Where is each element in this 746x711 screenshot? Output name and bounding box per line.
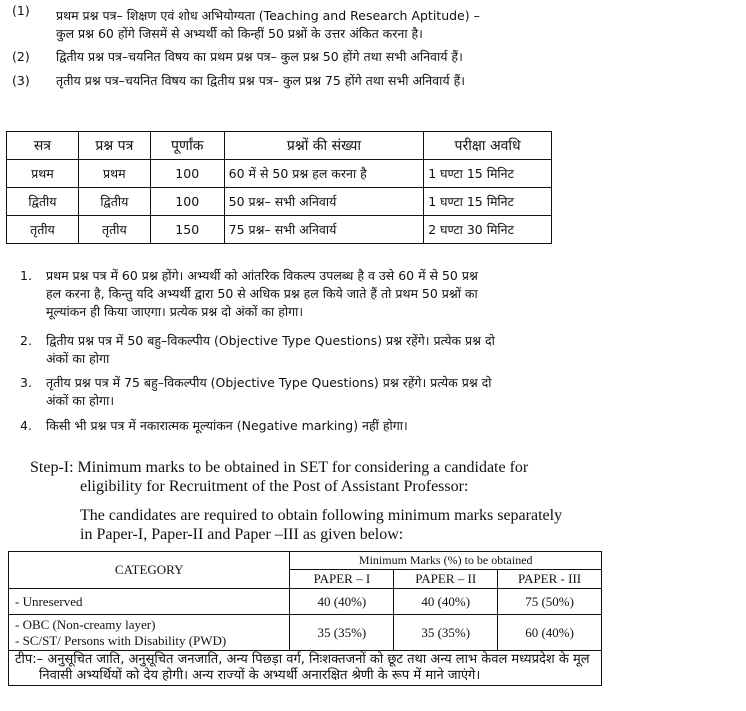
group-header: Minimum Marks (%) to be obtained <box>290 552 602 570</box>
list-number: 1. <box>20 268 32 283</box>
table-cell: 60 में से 50 प्रश्न हल करना है <box>224 160 424 188</box>
column-header: पूर्णांक <box>150 132 224 160</box>
list-text: मूल्यांकन ही किया जाएगा। प्रत्येक प्रश्न दो अंकों का होगा। <box>46 304 304 319</box>
column-header: PAPER – II <box>394 570 498 589</box>
exam-schedule-table <box>6 131 552 244</box>
table-cell: तृतीय <box>78 216 150 244</box>
list-number: (3) <box>12 73 30 88</box>
category-header: CATEGORY <box>9 552 290 589</box>
table-cell: 1 घण्टा 15 मिनिट <box>424 188 552 216</box>
column-header: परीक्षा अवधि <box>424 132 552 160</box>
table-header-row <box>9 552 602 570</box>
table-header-row <box>7 132 552 160</box>
list-text: अंकों का होगा। <box>46 393 115 408</box>
table-cell: द्वितीय <box>7 188 79 216</box>
column-header: प्रश्नों की संख्या <box>224 132 424 160</box>
list-text: द्वितीय प्रश्न पत्र में 50 बहु–विकल्पीय (Objective Type Questions) प्रश्न रहेंगे। प्रत्येक प्रश्न दो <box>46 333 495 348</box>
step-heading-cont: eligibility for Recruitment of the Post of Assistant Professor: <box>80 478 469 495</box>
list-text: प्रथम प्रश्न पत्र में 60 प्रश्न होंगे। अभ्यर्थी को आंतरिक विकल्प उपलब्ध है व उसे 60 में से 50 प्रश्न <box>46 268 478 283</box>
table-row <box>9 615 602 651</box>
list-number: 3. <box>20 375 32 390</box>
column-header: PAPER - III <box>498 570 602 589</box>
table-row <box>7 188 552 216</box>
note-text: टीप:– अनुसूचित जाति, अनुसूचित जनजाति, अन्य पिछड़ा वर्ग, निःशक्तजनों को छूट तथा अन्य लाभ केवल मध्यप्रदेश के मूल <box>15 652 590 667</box>
category-cell: - Unreserved <box>9 589 290 615</box>
table-row <box>7 216 552 244</box>
minimum-marks-table <box>8 551 602 686</box>
list-number: 2. <box>20 333 32 348</box>
table-row <box>9 651 602 686</box>
table-cell: 100 <box>150 160 224 188</box>
list-number: 4. <box>20 418 32 433</box>
table-cell: 40 (40%) <box>290 589 394 615</box>
list-number: (2) <box>12 49 30 64</box>
table-cell: प्रथम <box>78 160 150 188</box>
step-paragraph-cont: in Paper-I, Paper-II and Paper –III as given below: <box>80 526 404 543</box>
list-text: अंकों का होगा <box>46 351 110 366</box>
column-header: प्रश्न पत्र <box>78 132 150 160</box>
list-text: तृतीय प्रश्न पत्र–चयनित विषय का द्वितीय प्रश्न पत्र– कुल प्रश्न 75 होंगे तथा सभी अनिवार्य हैं। <box>56 73 465 88</box>
list-text: तृतीय प्रश्न पत्र में 75 बहु–विकल्पीय (Objective Type Questions) प्रश्न रहेंगे। प्रत्येक प्रश्न दो <box>46 375 492 390</box>
table-cell: 100 <box>150 188 224 216</box>
table-cell: 60 (40%) <box>498 615 602 651</box>
table-row <box>9 589 602 615</box>
category-cell: - OBC (Non-creamy layer) <box>15 616 156 632</box>
step-paragraph: The candidates are required to obtain following minimum marks separately <box>80 507 563 524</box>
table-cell: 2 घण्टा 30 मिनिट <box>424 216 552 244</box>
table-cell: तृतीय <box>7 216 79 244</box>
list-text: कुल प्रश्न 60 होंगे जिसमें से अभ्यर्थी को किन्हीं 50 प्रश्नों के उत्तर अंकित करना है। <box>56 26 423 41</box>
table-cell: 35 (35%) <box>290 615 394 651</box>
list-text: किसी भी प्रश्न पत्र में नकारात्मक मूल्यांकन (Negative marking) नहीं होगा। <box>46 418 408 433</box>
table-cell: 75 प्रश्न– सभी अनिवार्य <box>224 216 424 244</box>
table-cell: प्रथम <box>7 160 79 188</box>
column-header: सत्र <box>7 132 79 160</box>
list-number: (1) <box>12 3 30 18</box>
table-row <box>7 160 552 188</box>
table-cell: 75 (50%) <box>498 589 602 615</box>
table-cell: 35 (35%) <box>394 615 498 651</box>
table-cell: 150 <box>150 216 224 244</box>
table-cell: द्वितीय <box>78 188 150 216</box>
note-text: निवासी अभ्यर्थियों को देय होगी। अन्य राज्यों के अभ्यर्थी अनारक्षित श्रेणी के रूप में माने जाएंगे। <box>39 668 481 683</box>
list-text: द्वितीय प्रश्न पत्र–चयनित विषय का प्रथम प्रश्न पत्र– कुल प्रश्न 50 होंगे तथा सभी अनिवार्य हैं। <box>56 49 463 64</box>
column-header: PAPER – I <box>290 570 394 589</box>
list-text: हल करना है, किन्तु यदि अभ्यर्थी द्वारा 50 से अधिक प्रश्न हल किये जाते हैं तो प्रथम 50 प्रश्नों का <box>46 286 478 301</box>
category-cell: - SC/ST/ Persons with Disability (PWD) <box>15 632 227 648</box>
step-heading: Step-I: Minimum marks to be obtained in SET for considering a candidate for <box>30 459 529 476</box>
table-cell: 1 घण्टा 15 मिनिट <box>424 160 552 188</box>
table-cell: 50 प्रश्न– सभी अनिवार्य <box>224 188 424 216</box>
table-cell: 40 (40%) <box>394 589 498 615</box>
list-text: प्रथम प्रश्न पत्र– शिक्षण एवं शोध अभियोग्यता (Teaching and Research Aptitude) – <box>56 8 480 23</box>
